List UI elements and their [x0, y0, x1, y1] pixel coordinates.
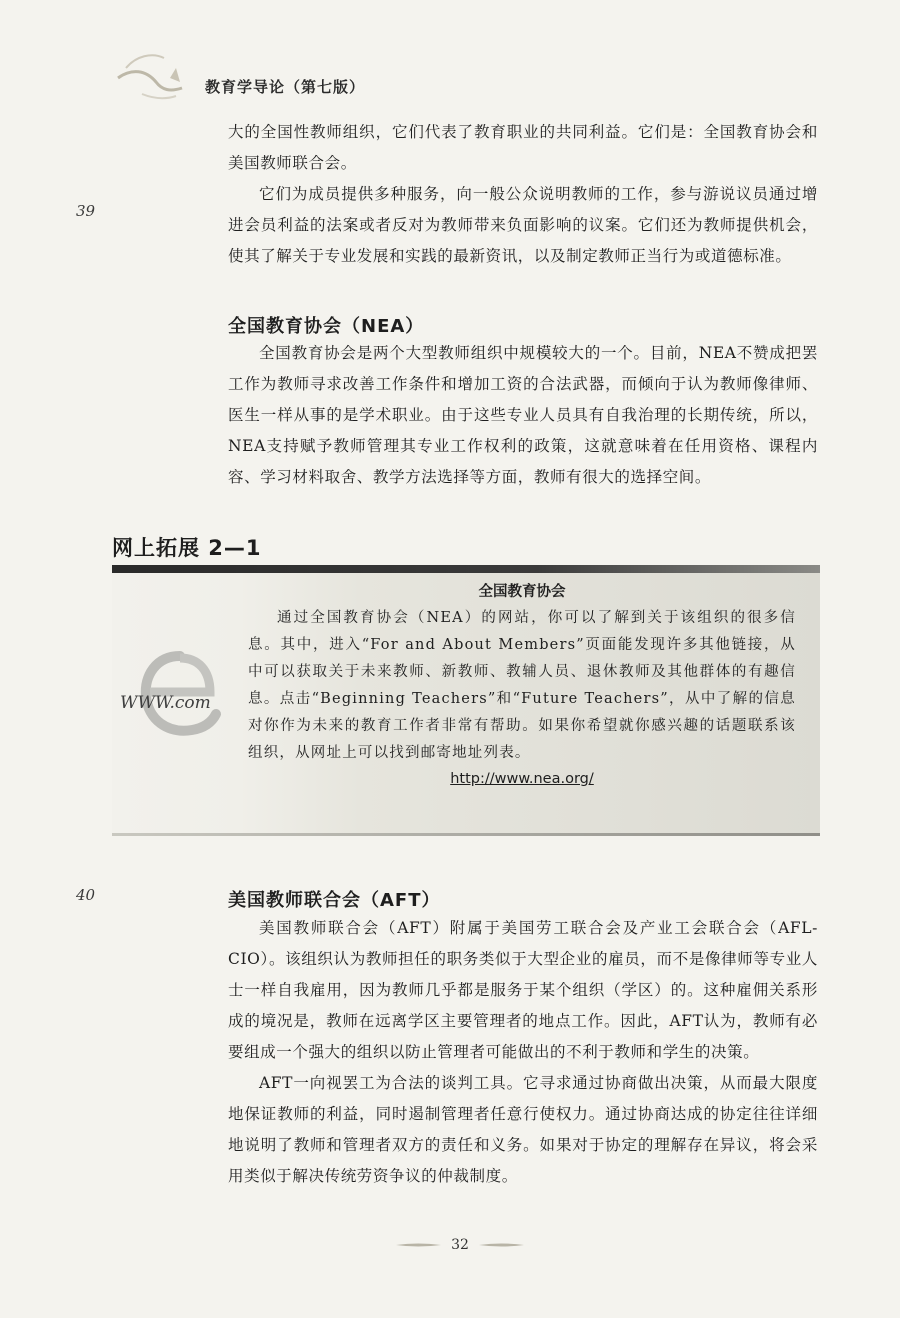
aft-section-body — [228, 913, 818, 1192]
nea-section-body — [228, 338, 818, 493]
margin-number: 39 — [76, 202, 96, 220]
online-extension-box-border — [112, 833, 820, 836]
page-footer — [390, 1233, 530, 1257]
header-ornament-icon — [112, 38, 202, 108]
aft-section-heading: 美国教师联合会（AFT） — [228, 890, 441, 911]
aft-paragraph: AFT一向视罢工为合法的谈判工具。它寻求通过协商做出决策，从而最大限度地保证教师的利益，同时遏制管理者任意行使权力。通过协商达成的协定往往详细地说明了教师和管理者双方的责任和义务。如果对于协定的理解存在异议，将会采用类似于解决传统劳资争议的仲裁制度。 — [228, 1074, 818, 1185]
online-extension-text: 通过全国教育协会（NEA）的网站，你可以了解到关于该组织的很多信息。其中，进入“For and About Members”页面能发现许多其他链接，从中可以获取关于未来教师、新教师、教辅人员、退休教师及其他群体的有趣信息。点击“Beginning Teachers”和“Future Teachers”，从中了解的信息对你作为未来的教育工作者非常有帮助。如果你希望就你感兴趣的话题联系该组织，从网址上可以找到邮寄地址列表。 — [248, 610, 796, 761]
aft-paragraph: 美国教师联合会（AFT）附属于美国劳工联合会及产业工会联合会（AFL-CIO）。该组织认为教师担任的职务类似于大型企业的雇员，而不是像律师等专业人士一样自我雇用，因为教师几乎都是服务于某个组织（学区）的。这种雇佣关系形成的境况是，教师在远离学区主要管理者的地点工作。因此，AFT认为，教师有必要组成一个强大的组织以防止管理者可能做出的不利于教师和学生的决策。 — [228, 919, 818, 1061]
running-header: 教育学导论（第七版） — [205, 78, 366, 96]
online-extension-rule — [112, 565, 820, 573]
online-extension-title: 网上拓展 2—1 — [112, 536, 262, 560]
footer-right-ornament-icon — [479, 1242, 524, 1248]
www-e-logo-icon — [118, 650, 236, 740]
nea-section-heading: 全国教育协会（NEA） — [228, 316, 425, 337]
nea-paragraph: 全国教育协会是两个大型教师组织中规模较大的一个。目前，NEA不赞成把罢工作为教师寻求改善工作条件和增加工资的合法武器，而倾向于认为教师像律师、医生一样从事的是学术职业。由于这些专业人员具有自我治理的长期传统，所以，NEA支持赋予教师管理其专业工作权利的政策，这就意味着在任用资格、课程内容、学习材料取舍、教学方法选择等方面，教师有很大的选择空间。 — [228, 344, 818, 486]
nea-website-link[interactable]: http://www.nea.org/ — [450, 771, 594, 787]
footer-left-ornament-icon — [396, 1242, 441, 1248]
online-extension-content — [248, 580, 796, 787]
page-number: 32 — [451, 1237, 469, 1253]
www-logo-text: WWW.com — [120, 693, 211, 713]
online-extension-heading: 全国教育协会 — [478, 584, 566, 600]
intro-paragraph: 大的全国性教师组织，它们代表了教育职业的共同利益。它们是：全国教育协会和美国教师联合会。 — [228, 123, 818, 172]
intro-paragraph: 它们为成员提供多种服务，向一般公众说明教师的工作，参与游说议员通过增进会员利益的法案或者反对为教师带来负面影响的议案。它们还为教师提供机会，使其了解关于专业发展和实践的最新资讯，以及制定教师正当行为或道德标准。 — [228, 185, 818, 265]
intro-block — [228, 117, 818, 272]
margin-number: 40 — [76, 886, 96, 904]
